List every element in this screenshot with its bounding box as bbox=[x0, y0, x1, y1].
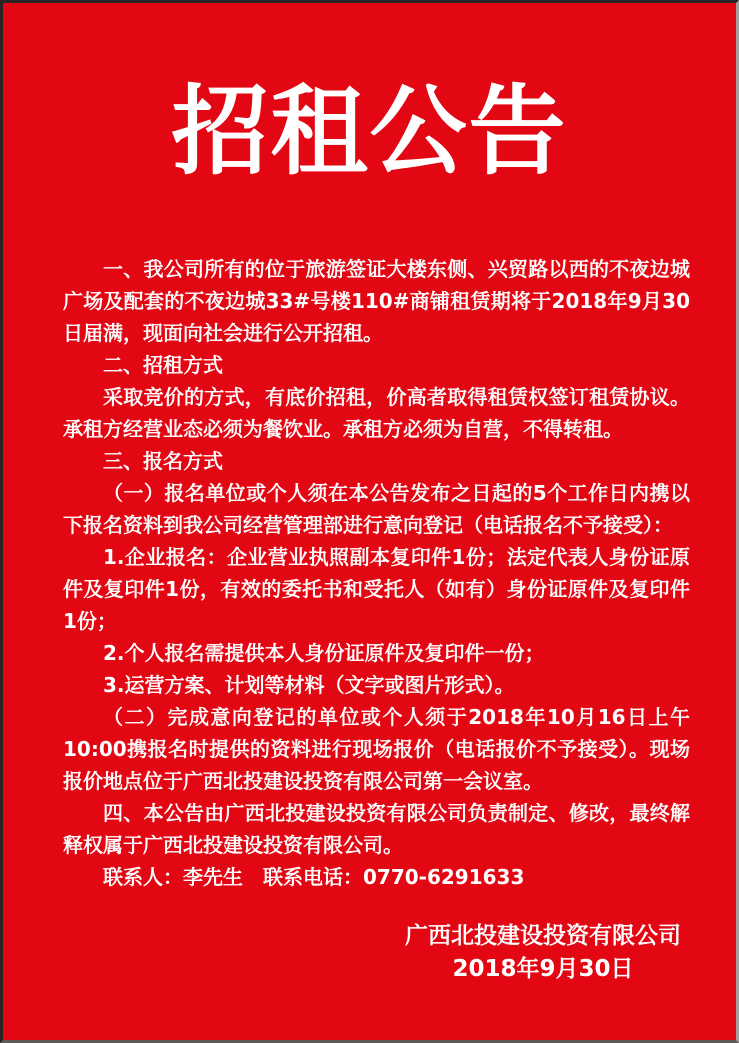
paragraph-onsite-quotation: （二）完成意向登记的单位或个人须于2018年10月16日上午10:00携报名时提供的资料进行现场报价（电话报价不予接受）。现场报价地点位于广西北投建设投资有限公司第一会议室。 bbox=[63, 704, 690, 793]
paragraph-section1-property: 一、我公司所有的位于旅游签证大楼东侧、兴贸路以西的不夜边城广场及配套的不夜边城33#号楼110#商铺租赁期将于2018年9月30日届满，现面向社会进行公开招租。 bbox=[63, 256, 690, 345]
heading-section3-registration: 三、报名方式 bbox=[103, 448, 223, 473]
poster-title: 招租公告 bbox=[171, 74, 568, 188]
contact-line: 联系人：李先生 联系电话：0770-6291633 bbox=[103, 864, 525, 889]
list-item-operation-plan: 3.运营方案、计划等材料（文字或图片形式）。 bbox=[103, 672, 515, 697]
paragraph-section2-bidding: 采取竞价的方式，有底价招租，价高者取得租赁权签订租赁协议。承租方经营业态必须为餐饮业。承租方必须为自营，不得转租。 bbox=[63, 384, 690, 441]
poster-body bbox=[63, 253, 690, 893]
paragraph-section4-interpretation: 四、本公告由广西北投建设投资有限公司负责制定、修改，最终解释权属于广西北投建设投资有限公司。 bbox=[63, 800, 690, 857]
signature-date: 2018年9月30日 bbox=[452, 955, 634, 982]
list-item-individual-documents: 2.个人报名需提供本人身份证原件及复印件一份； bbox=[103, 640, 545, 665]
paragraph-registration-intro: （一）报名单位或个人须在本公告发布之日起的5个工作日内携以下报名资料到我公司经营管理部进行意向登记（电话报名不予接受）： bbox=[63, 480, 690, 537]
list-item-enterprise-documents: 1.企业报名：企业营业执照副本复印件1份；法定代表人身份证原件及复印件1份，有效的委托书和受托人（如有）身份证原件及复印件1份； bbox=[63, 544, 690, 633]
signature-block bbox=[405, 920, 681, 986]
signature-company: 广西北投建设投资有限公司 bbox=[405, 922, 681, 949]
heading-section2-method: 二、招租方式 bbox=[103, 352, 223, 377]
